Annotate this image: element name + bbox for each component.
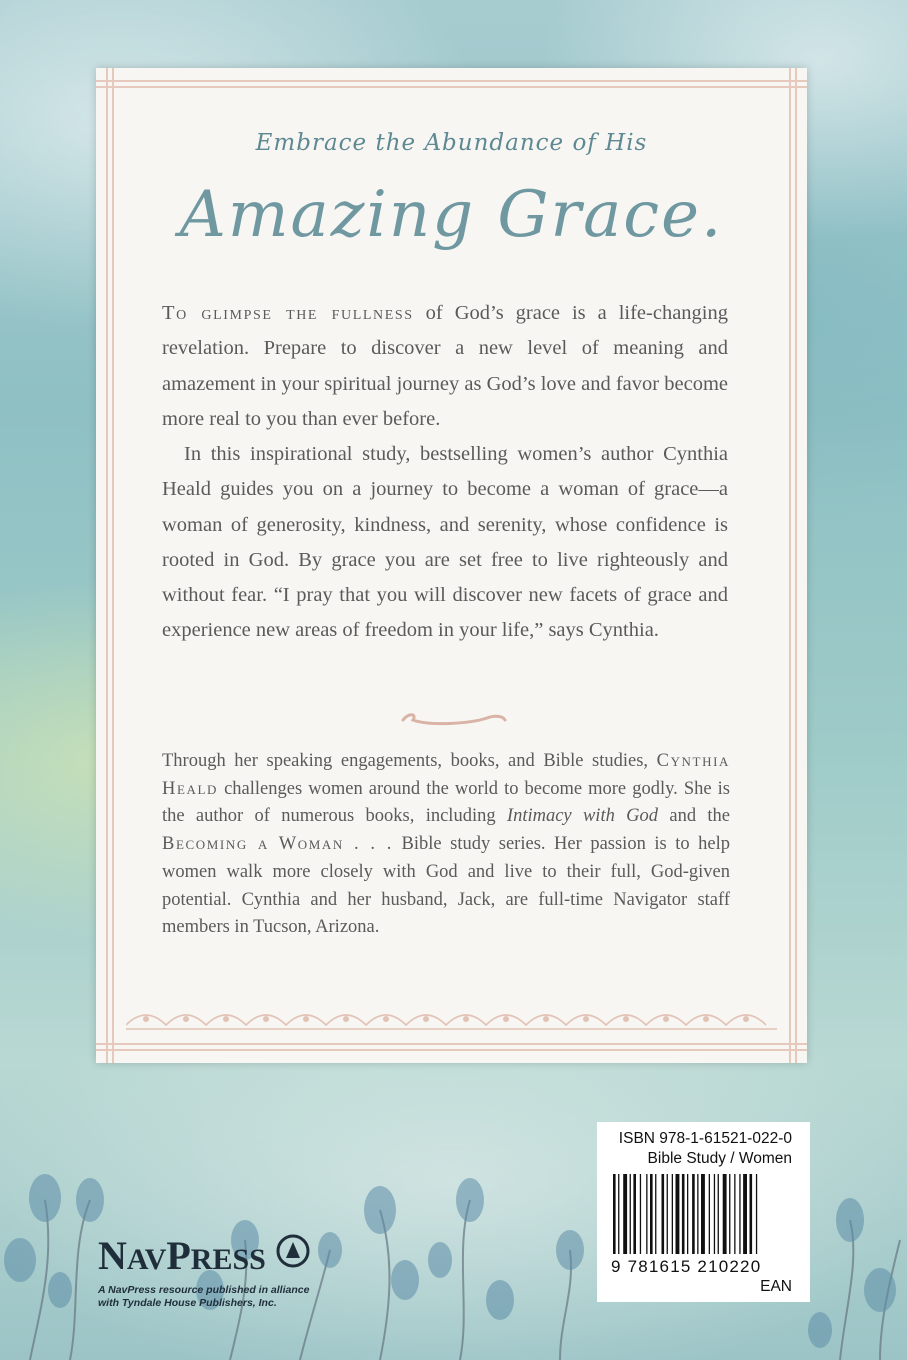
- paragraph-text: of God’s grace is a life-changing revelation. Prepare to discover a new level of meaning and amazement in your spiritual journey as God’s love and favor become more real to you than ever before.: [162, 302, 728, 430]
- barcode-bar: [729, 1174, 730, 1254]
- barcode-bar: [640, 1174, 641, 1254]
- bio-text: and the: [658, 806, 730, 827]
- back-cover-panel: [96, 68, 807, 1063]
- logo-text: RESS: [190, 1243, 266, 1276]
- author-bio: [162, 748, 730, 942]
- description-paragraph-2: [162, 437, 728, 649]
- logo-text: P: [166, 1233, 191, 1278]
- barcode-bar: [630, 1174, 631, 1254]
- barcode-bar: [655, 1174, 656, 1254]
- barcode-bar: [650, 1174, 653, 1254]
- barcode-bar: [646, 1174, 647, 1254]
- isbn-category: Bible Study / Women: [647, 1150, 792, 1167]
- barcode-bar: [718, 1174, 719, 1254]
- lace-ornament: [126, 1003, 777, 1033]
- barcode-bar: [618, 1174, 619, 1254]
- bio-text: Bible study series. Her passion is to help women walk more closely with God and live to their full, God-given potential. Cynthia and her husband, Jack, are full-time Navigator staff members in Tucson, Arizona.: [162, 834, 730, 938]
- description-paragraph-1: [162, 296, 728, 437]
- barcode-bar: [750, 1174, 753, 1254]
- bio-text: Through her speaking engagements, books, and Bible studies,: [162, 751, 657, 771]
- barcode-bar: [623, 1174, 627, 1254]
- barcode-bar: [709, 1174, 710, 1254]
- barcode-bar: [676, 1174, 680, 1254]
- barcode-bar: [697, 1174, 698, 1254]
- series-title: Becoming a Woman . . .: [162, 834, 393, 855]
- navpress-logo: [98, 1232, 266, 1279]
- frame-line: [96, 80, 807, 82]
- script-title: Amazing Grace.: [179, 178, 724, 252]
- isbn-number: ISBN 978-1-61521-022-0: [618, 1130, 792, 1147]
- frame-line: [96, 86, 807, 88]
- author-name: Cynthia Heald: [162, 751, 730, 799]
- barcode-bar: [682, 1174, 685, 1254]
- alliance-line: with Tyndale House Publishers, Inc.: [98, 1297, 277, 1309]
- tagline: Embrace the Abundance of His: [255, 130, 648, 156]
- logo-text: AV: [126, 1243, 167, 1276]
- barcode-digits: 9 781615 210220: [611, 1257, 762, 1276]
- barcode-bar: [633, 1174, 636, 1254]
- barcode-bar: [714, 1174, 715, 1254]
- alliance-note: [98, 1284, 338, 1310]
- barcode-bar: [743, 1174, 747, 1254]
- barcode-bar: [701, 1174, 705, 1254]
- ean-label: EAN: [760, 1278, 792, 1295]
- logo-text: N: [98, 1233, 127, 1278]
- frame-line: [96, 1043, 807, 1045]
- barcode-bar: [734, 1174, 735, 1254]
- barcode-bar: [667, 1174, 668, 1254]
- paragraph-text: In this inspirational study, bestselling women’s author Cynthia Heald guides you on a journey to become a woman of grace—a woman of generosity, kindness, and serenity, whose confidence is rooted in God. By grace you are set free to live righteously and without fear. “I pray that you will discover new facets of grace and experience new areas of freedom in your life,” says Cynthia.: [162, 443, 728, 642]
- barcode-bar: [692, 1174, 695, 1254]
- navpress-sail-icon: [276, 1234, 310, 1268]
- bio-text: challenges women around the world to become more godly. She is the author of numerous books, including: [162, 778, 730, 827]
- barcode-bar: [756, 1174, 757, 1254]
- flourish-divider: [399, 708, 509, 730]
- barcode-bar: [613, 1174, 616, 1254]
- lead-in: To glimpse the fullness: [162, 302, 414, 324]
- isbn-barcode-box: [597, 1122, 810, 1302]
- book-title: Intimacy with God: [506, 806, 659, 827]
- barcode-bar: [739, 1174, 740, 1254]
- barcode: [611, 1174, 796, 1256]
- alliance-line: A NavPress resource published in alliance: [98, 1284, 310, 1296]
- barcode-bar: [723, 1174, 727, 1254]
- barcode-bar: [687, 1174, 688, 1254]
- frame-line: [96, 1049, 807, 1051]
- barcode-bar: [672, 1174, 673, 1254]
- barcode-bar: [662, 1174, 665, 1254]
